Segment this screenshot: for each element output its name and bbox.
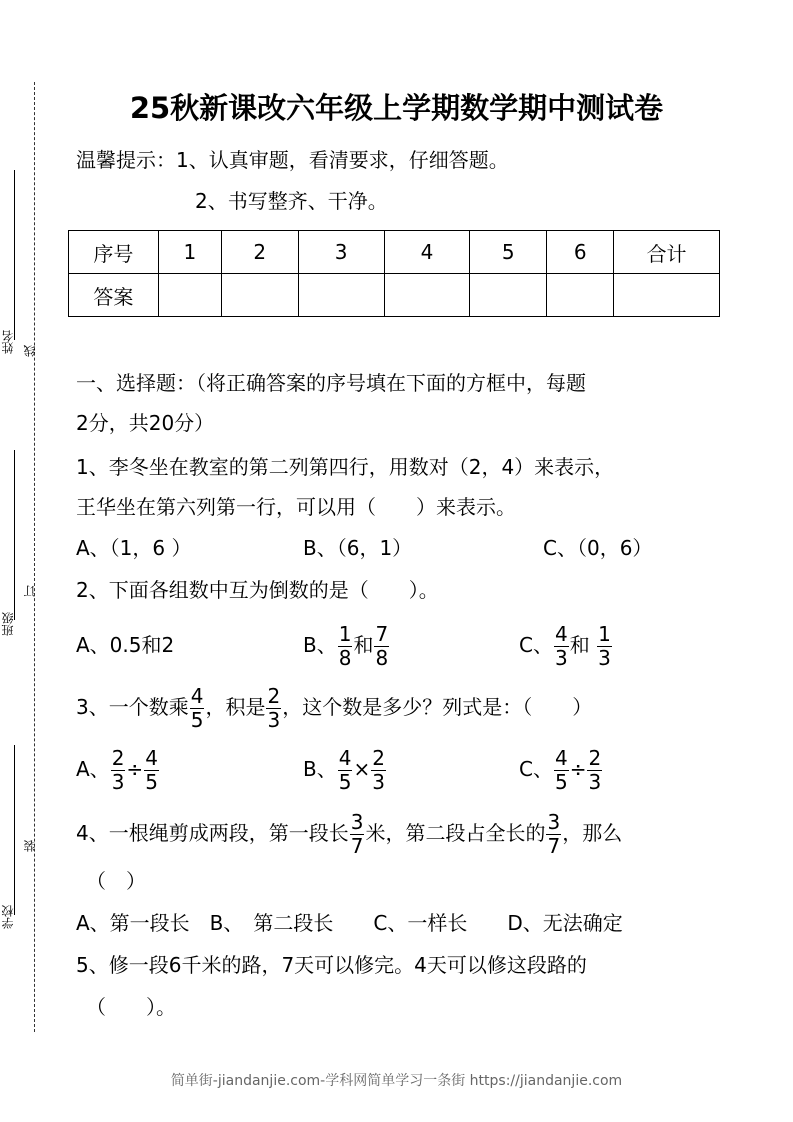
q2-stem: 2、下面各组数中互为倒数的是（ ）。 xyxy=(76,578,439,602)
tip-line-2: 2、书写整齐、干净。 xyxy=(195,189,388,213)
tip-line-1: 温馨提示：1、认真审题，看清要求，仔细答题。 xyxy=(76,148,509,172)
q3-option-b-prefix: B、 xyxy=(303,757,337,781)
q4-stem-line2: （ ） xyxy=(86,869,146,893)
q2-option-c-prefix: C、 xyxy=(519,633,553,657)
header-cell-total: 合计 xyxy=(614,231,720,274)
answer-cell-4[interactable] xyxy=(384,274,470,317)
margin-word-zhuang: 装 xyxy=(23,840,37,852)
answer-cell-total[interactable] xyxy=(614,274,720,317)
q2-option-b-prefix: B、 xyxy=(303,633,337,657)
q3-fraction-1: $\frac{4}{5}$ xyxy=(190,684,204,732)
header-cell-3: 3 xyxy=(298,231,384,274)
answer-cell-3[interactable] xyxy=(298,274,384,317)
q3-c-fraction-1: $\frac{4}{5}$ xyxy=(554,746,568,794)
q3-c-operator: ÷ xyxy=(569,757,587,781)
footer-watermark: 简单街-jiandanjie.com-学科网简单学习一条街 https://jiandanjie.com xyxy=(170,1073,623,1089)
q2-c-fraction-1: $\frac{4}{3}$ xyxy=(554,622,568,670)
section1-heading-line2: 2分，共20分） xyxy=(76,411,215,435)
q2-c-fraction-2: $\frac{1}{3}$ xyxy=(598,622,611,670)
q1-option-b: B、（6，1） xyxy=(303,536,413,560)
q2-c-and: 和 xyxy=(569,633,590,657)
q4-options: A、第一段长 B、 第二段长 C、一样长 D、无法确定 xyxy=(76,911,623,935)
q3-b-operator: × xyxy=(353,757,371,781)
q2-option-c xyxy=(519,618,613,672)
q1-stem-line2: 王华坐在第六列第一行，可以用（ ）来表示。 xyxy=(76,495,516,519)
answer-cell-6[interactable] xyxy=(547,274,614,317)
q3-stem-part1: 3、一个数乘 xyxy=(76,695,189,719)
q5-stem-line1: 5、修一段6千米的路，7天可以修完。4天可以修这段路的 xyxy=(76,953,587,977)
answer-row-label: 答案 xyxy=(69,274,159,317)
q3-stem-part3: ，这个数是多少？列式是：（ ） xyxy=(282,695,593,719)
q5-stem-line2: （ ）。 xyxy=(86,995,176,1019)
header-cell-index: 序号 xyxy=(69,231,159,274)
q2-option-b xyxy=(303,618,390,672)
q1-option-a: A、（1，6 ） xyxy=(76,536,192,560)
page-title: 25秋新课改六年级上学期数学期中测试卷 xyxy=(129,91,664,125)
q3-a-fraction-2: $\frac{4}{5}$ xyxy=(145,746,158,794)
q3-a-operator: ÷ xyxy=(126,757,144,781)
q4-stem-part3: ，那么 xyxy=(562,821,623,845)
answer-table xyxy=(68,230,720,317)
q1-stem-line1: 1、李冬坐在教室的第二列第四行，用数对（2，4）来表示， xyxy=(76,455,615,479)
header-cell-6: 6 xyxy=(547,231,614,274)
answer-table-answer-row xyxy=(69,274,720,317)
q3-option-c-prefix: C、 xyxy=(519,757,553,781)
q3-b-fraction-2: $\frac{2}{3}$ xyxy=(372,746,385,794)
q2-b-fraction-1: $\frac{1}{8}$ xyxy=(338,622,352,670)
q3-c-fraction-2: $\frac{2}{3}$ xyxy=(588,746,602,794)
q2-option-a: A、0.5和2 xyxy=(76,633,175,657)
header-cell-5: 5 xyxy=(470,231,547,274)
name-write-line xyxy=(14,170,15,340)
q4-fraction-2: $\frac{3}{7}$ xyxy=(547,810,561,858)
q4-fraction-1: $\frac{3}{7}$ xyxy=(350,810,364,858)
answer-cell-1[interactable] xyxy=(158,274,221,317)
q4-stem-part2: 米，第二段占全长的 xyxy=(365,821,546,845)
q1-option-c: C、（0，6） xyxy=(543,536,653,560)
q3-stem xyxy=(76,680,592,734)
binding-dashed-line xyxy=(34,82,35,1032)
school-label: 学校 xyxy=(1,905,15,929)
q2-b-fraction-2: $\frac{7}{8}$ xyxy=(375,622,389,670)
answer-cell-2[interactable] xyxy=(221,274,298,317)
header-cell-2: 2 xyxy=(221,231,298,274)
q3-option-a-prefix: A、 xyxy=(76,757,110,781)
margin-word-xian: 线 xyxy=(23,345,37,357)
margin-word-ding: 订 xyxy=(23,585,37,597)
q3-a-fraction-1: $\frac{2}{3}$ xyxy=(111,746,125,794)
class-write-line xyxy=(14,450,15,620)
q3-option-b xyxy=(303,742,387,796)
answer-table-header-row xyxy=(69,231,720,274)
q3-option-c xyxy=(519,742,603,796)
name-label: 姓名 xyxy=(1,330,15,354)
q4-stem-part1: 4、一根绳剪成两段，第一段长 xyxy=(76,821,349,845)
q3-option-a xyxy=(76,742,160,796)
class-label: 班级 xyxy=(1,612,15,636)
q4-stem xyxy=(76,806,622,860)
header-cell-4: 4 xyxy=(384,231,470,274)
answer-cell-5[interactable] xyxy=(470,274,547,317)
q2-b-and: 和 xyxy=(353,633,374,657)
q3-fraction-2: $\frac{2}{3}$ xyxy=(267,684,281,732)
section1-heading-line1: 一、选择题：（将正确答案的序号填在下面的方框中，每题 xyxy=(76,371,586,395)
q3-b-fraction-1: $\frac{4}{5}$ xyxy=(338,746,352,794)
school-write-line xyxy=(14,745,15,915)
q3-stem-part2: ，积是 xyxy=(205,695,266,719)
header-cell-1: 1 xyxy=(158,231,221,274)
